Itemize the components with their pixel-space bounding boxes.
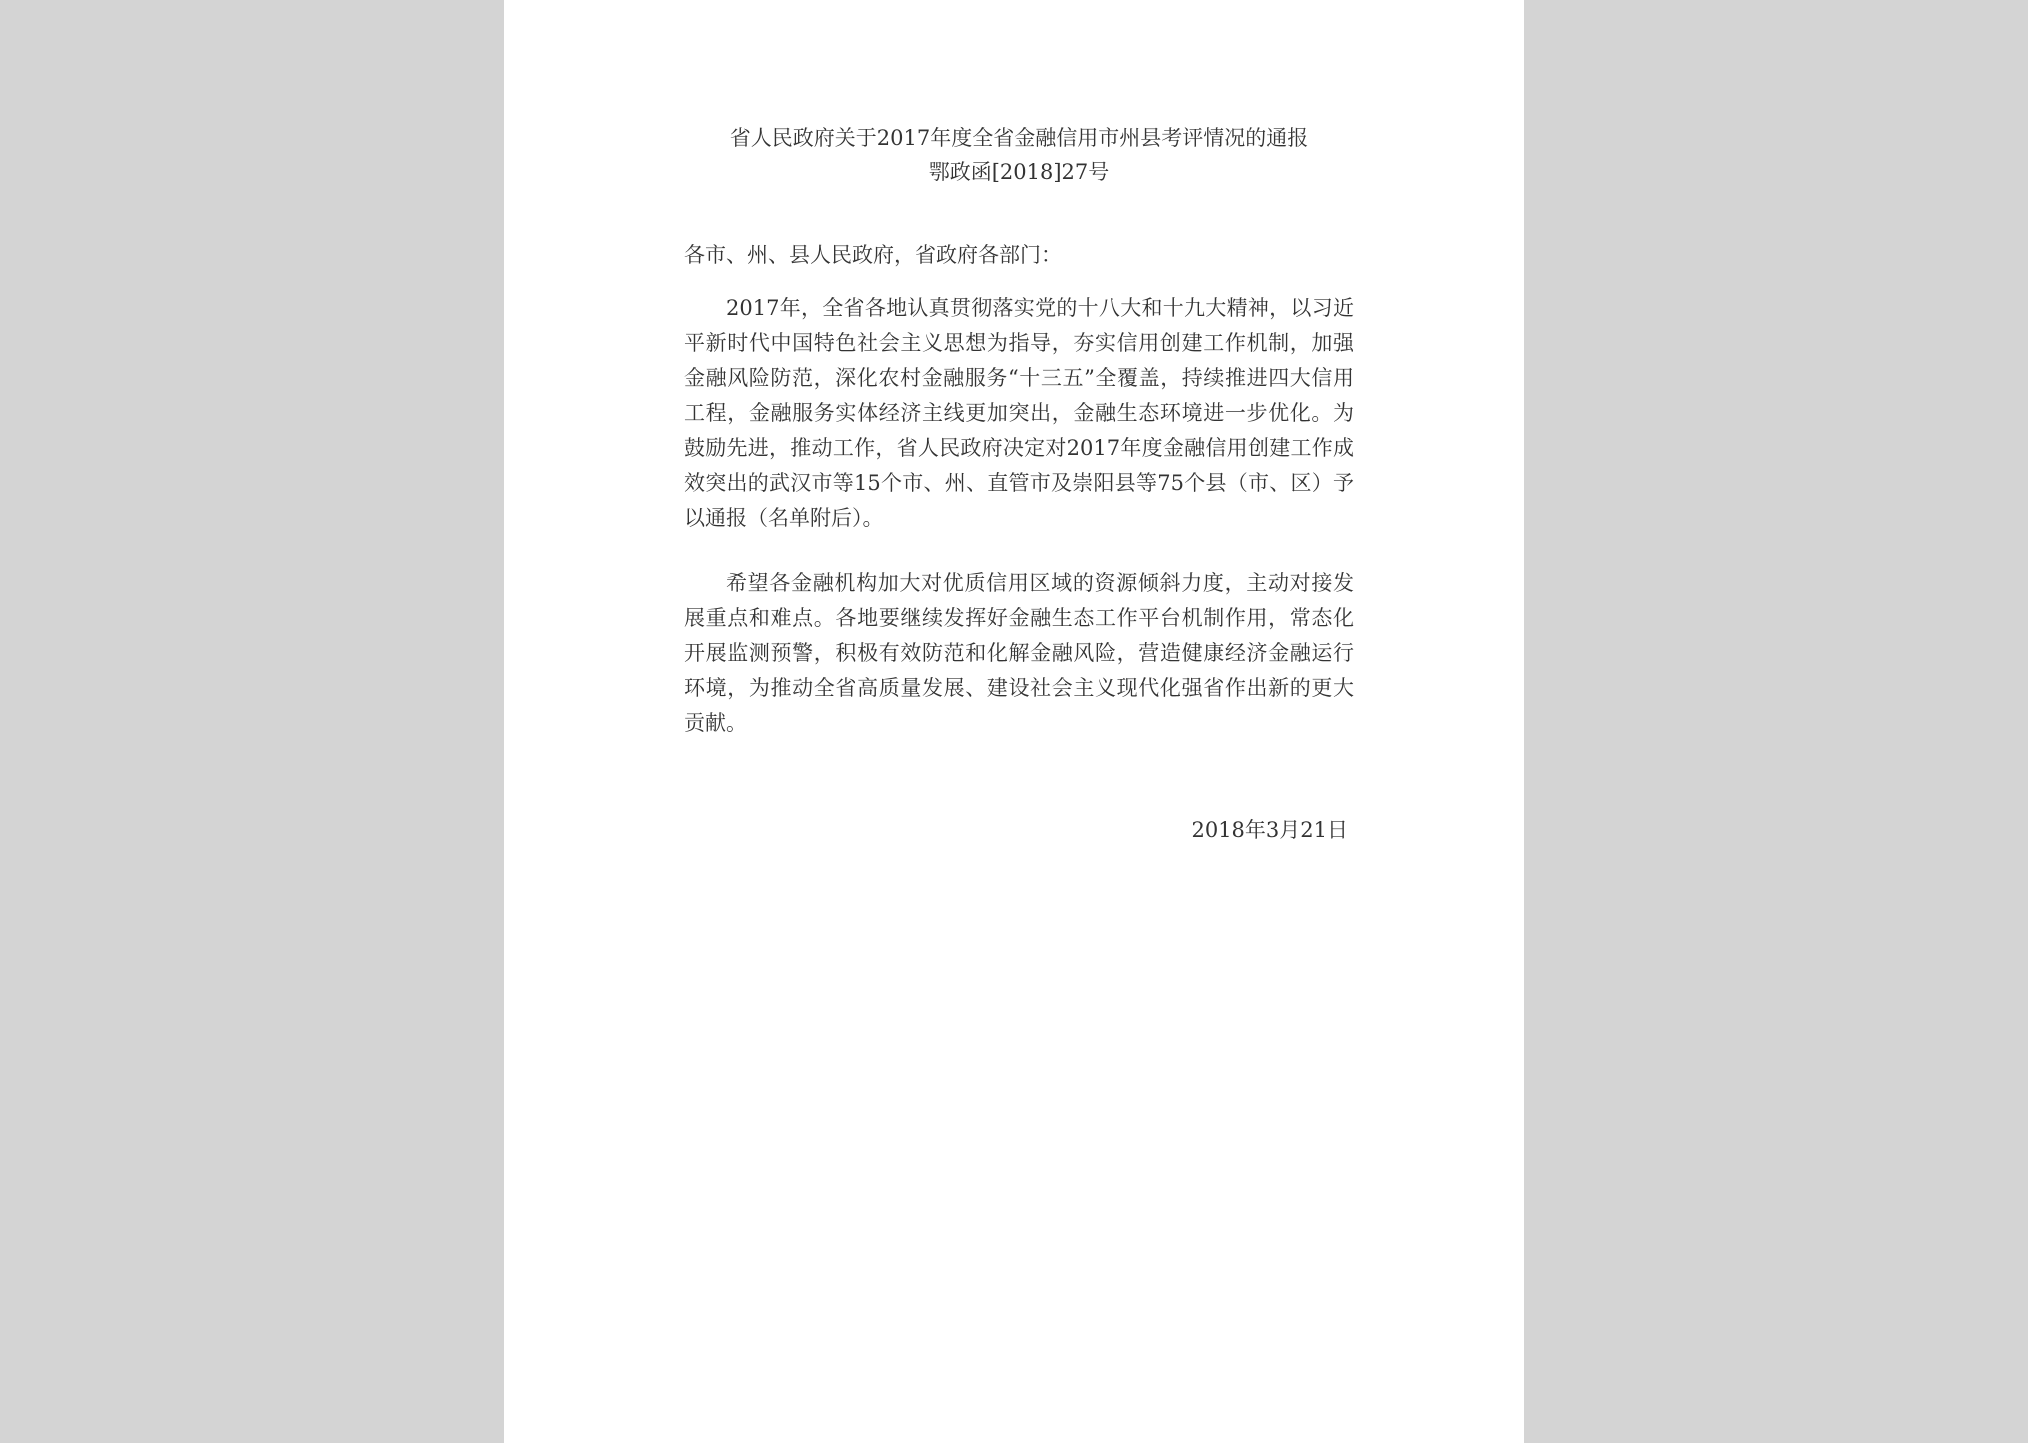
document-number: 鄂政函[2018]27号	[928, 160, 1110, 184]
body-paragraph-2: 希望各金融机构加大对优质信用区域的资源倾斜力度，主动对接发展重点和难点。各地要继续发挥好金融生态工作平台机制作用，常态化开展监测预警，积极有效防范和化解金融风险，营造健康经济金融运行环境，为推动全省高质量发展、建设社会主义现代化强省作出新的更大贡献。	[684, 571, 1354, 735]
document-date: 2018年3月21日	[1191, 818, 1348, 842]
document-page	[504, 0, 1524, 1443]
document-content	[684, 120, 1354, 848]
salutation: 各市、州、县人民政府，省政府各部门：	[684, 243, 1062, 267]
document-title: 省人民政府关于2017年度全省金融信用市州县考评情况的通报	[729, 126, 1309, 150]
body-paragraph-1: 2017年，全省各地认真贯彻落实党的十八大和十九大精神，以习近平新时代中国特色社会主义思想为指导，夯实信用创建工作机制，加强金融风险防范，深化农村金融服务“十三五”全覆盖，持续推进四大信用工程，金融服务实体经济主线更加突出，金融生态环境进一步优化。为鼓励先进，推动工作，省人民政府决定对2017年度金融信用创建工作成效突出的武汉市等15个市、州、直管市及崇阳县等75个县（市、区）予以通报（名单附后）。	[684, 296, 1354, 530]
